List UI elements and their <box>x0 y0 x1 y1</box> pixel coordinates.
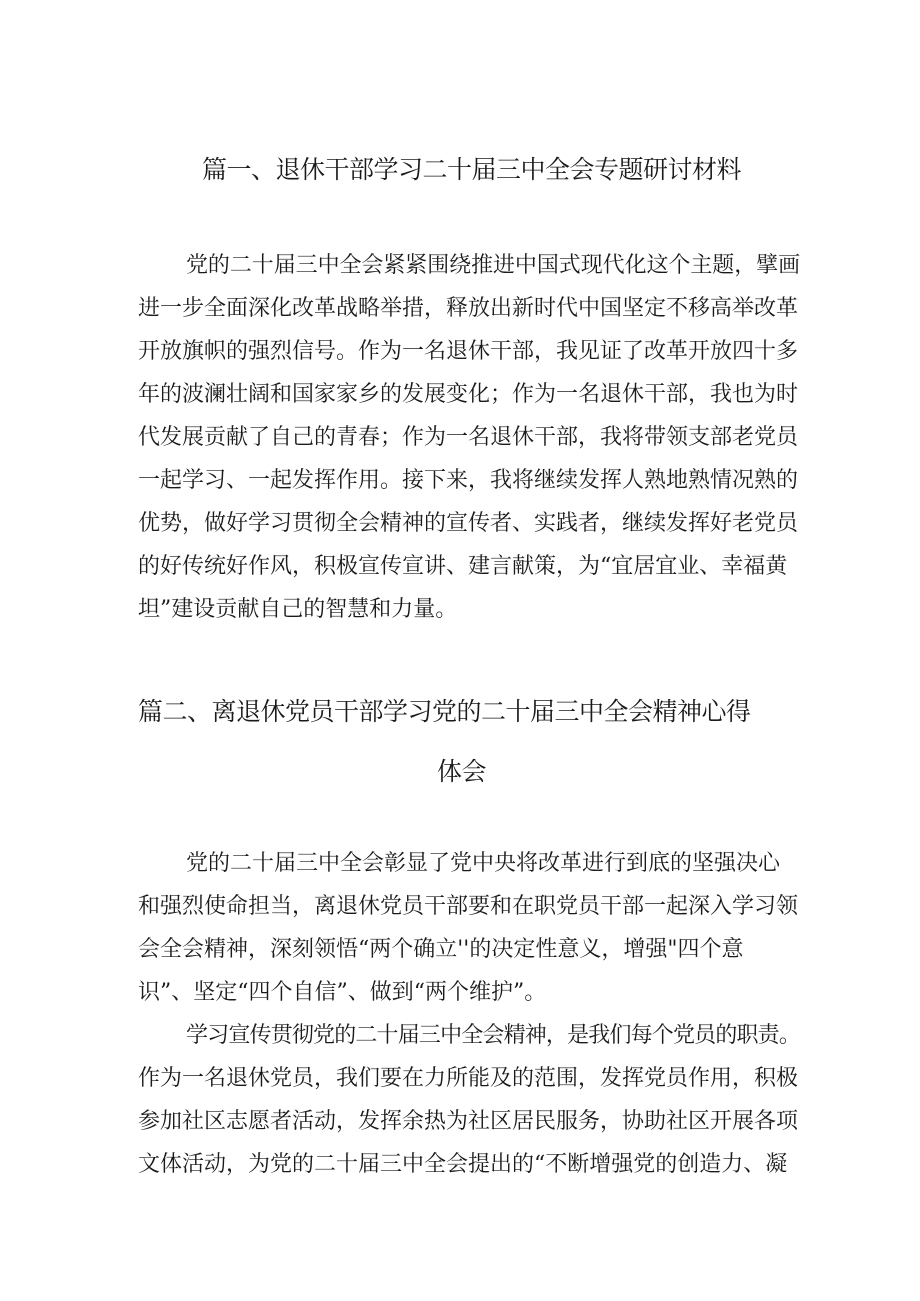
section2-line: 识”、坚定“四个自信”、做到“两个维护”。 <box>138 980 547 1005</box>
section2-line: 文体活动，为党的二十届三中全会提出的“不断增强党的创造力、凝 <box>138 1152 788 1177</box>
section1-title: 篇一、退休干部学习二十届三中全会专题研讨材料 <box>202 155 742 184</box>
section1-line: 优势，做好学习贯彻全会精神的宣传者、实践者，继续发挥好老党员 <box>138 511 799 536</box>
section2-title-line2: 体会 <box>437 757 487 786</box>
section1-line: 代发展贡献了自己的青春；作为一名退休干部，我将带领支部老党员 <box>138 425 799 450</box>
section1-line: 党的二十届三中全会紧紧围绕推进中国式现代化这个主题，擘画 <box>186 253 801 278</box>
section1-line: 的好传统好作风，积极宣传宣讲、建言献策，为“宜居宜业、幸福黄 <box>138 554 788 579</box>
section2-title-line1: 篇二、离退休党员干部学习党的二十届三中全会精神心得 <box>138 697 751 726</box>
section1-line: 坦”建设贡献自己的智慧和力量。 <box>138 597 458 622</box>
section2-line: 党的二十届三中全会彰显了党中央将改革进行到底的坚强决心 <box>186 851 781 876</box>
section1-line: 进一步全面深化改革战略举措，释放出新时代中国坚定不移高举改革 <box>138 296 799 321</box>
section1-line: 一起学习、一起发挥作用。接下来，我将继续发挥人熟地熟情况熟的 <box>138 468 799 493</box>
section1-line: 年的波澜壮阔和国家家乡的发展变化；作为一名退休干部，我也为时 <box>138 382 799 407</box>
section2-line: 会全会精神，深刻领悟“两个确立''的决定性意义，增强"四个意 <box>138 937 744 962</box>
section1-line: 开放旗帜的强烈信号。作为一名退休干部，我见证了改革开放四十多 <box>138 339 799 364</box>
section2-line: 参加社区志愿者活动，发挥余热为社区居民服务，协助社区开展各项 <box>138 1109 799 1134</box>
section2-line: 和强烈使命担当，离退休党员干部要和在职党员干部一起深入学习领 <box>138 894 799 919</box>
section2-line: 作为一名退休党员，我们要在力所能及的范围，发挥党员作用，积极 <box>138 1066 799 1091</box>
section2-line: 学习宣传贯彻党的二十届三中全会精神，是我们每个党员的职责。 <box>186 1023 801 1048</box>
